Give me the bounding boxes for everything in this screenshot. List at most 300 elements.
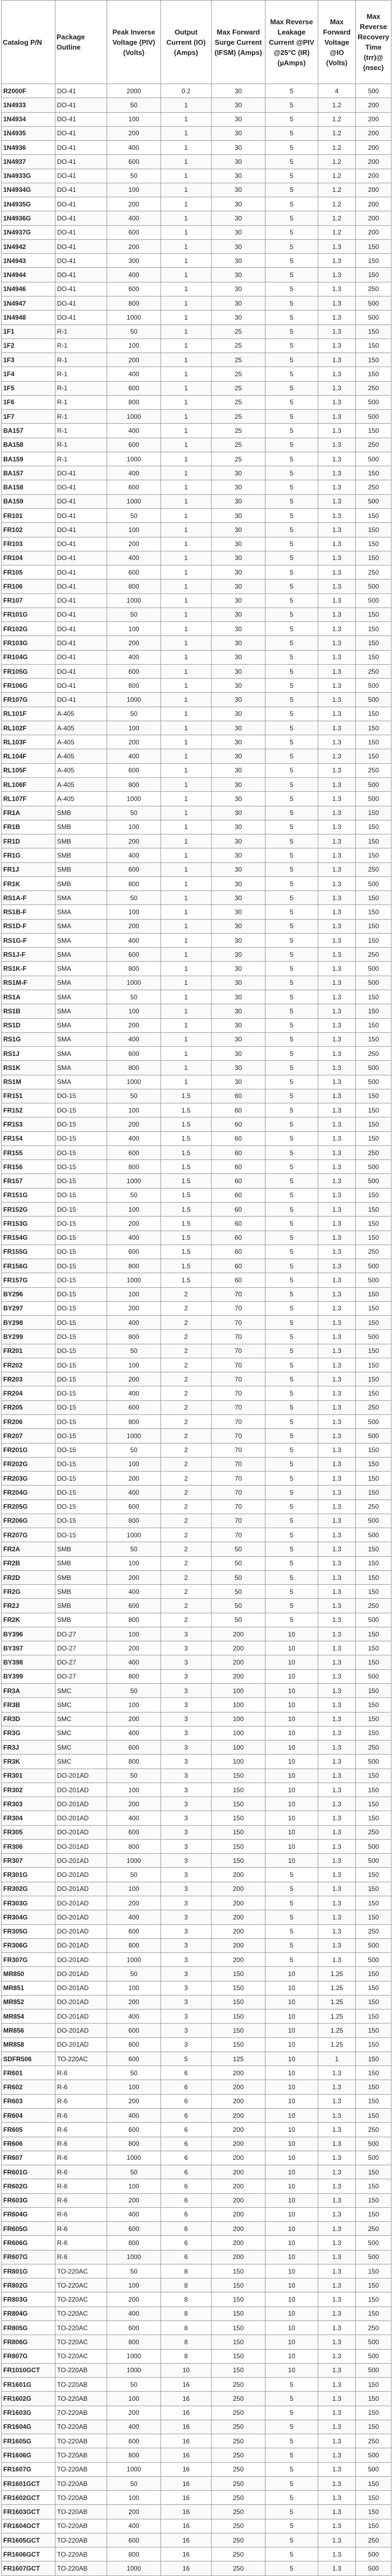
catalog-pn-cell: FR207G (2, 1528, 55, 1542)
output-current-cell: 1 (161, 551, 212, 565)
piv-cell: 50 (107, 1684, 161, 1698)
package-outline-cell: R-6 (55, 2222, 107, 2236)
piv-cell: 50 (107, 1769, 161, 1783)
recovery-time-cell: 500 (356, 395, 391, 409)
catalog-pn-cell: FR304 (2, 1811, 55, 1825)
catalog-pn-cell: FR106G (2, 679, 55, 693)
forward-voltage-cell: 1.3 (318, 2264, 356, 2278)
piv-cell: 100 (107, 2080, 161, 2094)
forward-voltage-cell: 1.3 (318, 1514, 356, 1528)
surge-current-cell: 250 (212, 2378, 265, 2392)
table-row (2, 1217, 391, 1231)
package-outline-cell: R-6 (55, 2165, 107, 2179)
recovery-time-cell: 150 (356, 239, 391, 253)
catalog-pn-cell: FR152 (2, 1103, 55, 1117)
leakage-current-cell: 5 (265, 1585, 318, 1599)
table-row (2, 1811, 391, 1825)
leakage-current-cell: 5 (265, 2533, 318, 2547)
recovery-time-cell: 200 (356, 183, 391, 197)
recovery-time-cell: 500 (356, 1755, 391, 1769)
leakage-current-cell: 5 (265, 1316, 318, 1330)
piv-cell: 100 (107, 820, 161, 834)
leakage-current-cell: 5 (265, 792, 318, 806)
package-outline-cell: R-1 (55, 424, 107, 438)
package-outline-cell: TO-220AC (55, 2052, 107, 2066)
package-outline-cell: DO-41 (55, 579, 107, 593)
recovery-time-cell: 150 (356, 1896, 391, 1910)
piv-cell: 200 (107, 126, 161, 140)
leakage-current-cell: 5 (265, 848, 318, 862)
output-current-cell: 6 (161, 2137, 212, 2151)
leakage-current-cell: 10 (265, 2179, 318, 2193)
catalog-pn-cell: RS1M (2, 1075, 55, 1089)
piv-cell: 50 (107, 1868, 161, 1882)
forward-voltage-cell: 1.3 (318, 2306, 356, 2321)
recovery-time-cell: 150 (356, 2193, 391, 2207)
catalog-pn-cell: FR801G (2, 2264, 55, 2278)
table-row (2, 948, 391, 962)
piv-cell: 100 (107, 183, 161, 197)
catalog-pn-cell: FR151G (2, 1188, 55, 1202)
output-current-cell: 1 (161, 876, 212, 890)
recovery-time-cell: 500 (356, 1854, 391, 1868)
package-outline-cell: DO-201AD (55, 1938, 107, 1952)
piv-cell: 600 (107, 2434, 161, 2448)
table-row (2, 1386, 391, 1400)
surge-current-cell: 60 (212, 1273, 265, 1287)
output-current-cell: 1 (161, 537, 212, 551)
catalog-pn-cell: FR1605GCT (2, 2533, 55, 2547)
recovery-time-cell: 250 (356, 948, 391, 962)
output-current-cell: 8 (161, 2349, 212, 2363)
output-current-cell: 1 (161, 126, 212, 140)
surge-current-cell: 100 (212, 1712, 265, 1726)
leakage-current-cell: 10 (265, 1797, 318, 1811)
catalog-pn-cell: FR802G (2, 2278, 55, 2292)
table-row (2, 1741, 391, 1755)
package-outline-cell: DO-201AD (55, 1995, 107, 2009)
table-row (2, 1103, 391, 1117)
catalog-pn-cell: FR1604G (2, 2420, 55, 2434)
leakage-current-cell: 5 (265, 424, 318, 438)
forward-voltage-cell: 1.25 (318, 2023, 356, 2038)
surge-current-cell: 50 (212, 1542, 265, 1556)
table-row (2, 1528, 391, 1542)
table-row (2, 2434, 391, 2448)
output-current-cell: 1 (161, 1032, 212, 1046)
forward-voltage-cell: 1.3 (318, 1061, 356, 1075)
surge-current-cell: 70 (212, 1330, 265, 1344)
catalog-pn-cell: FR201G (2, 1443, 55, 1457)
surge-current-cell: 30 (212, 169, 265, 183)
output-current-cell: 2 (161, 1372, 212, 1386)
package-outline-cell: SMB (55, 1585, 107, 1599)
recovery-time-cell: 150 (356, 2292, 391, 2306)
package-outline-cell: DO-15 (55, 1457, 107, 1471)
leakage-current-cell: 5 (265, 1202, 318, 1216)
leakage-current-cell: 5 (265, 2491, 318, 2505)
output-current-cell: 2 (161, 1585, 212, 1599)
leakage-current-cell: 5 (265, 1032, 318, 1046)
leakage-current-cell: 10 (265, 2278, 318, 2292)
recovery-time-cell: 500 (356, 1514, 391, 1528)
surge-current-cell: 60 (212, 1217, 265, 1231)
output-current-cell: 1 (161, 933, 212, 947)
recovery-time-cell: 200 (356, 169, 391, 183)
table-row (2, 1698, 391, 1712)
forward-voltage-cell: 1.3 (318, 2349, 356, 2363)
recovery-time-cell: 500 (356, 1613, 391, 1627)
recovery-time-cell: 150 (356, 1769, 391, 1783)
recovery-time-cell: 500 (356, 296, 391, 310)
package-outline-cell: DO-41 (55, 508, 107, 522)
table-row (2, 1712, 391, 1726)
table-row (2, 1188, 391, 1202)
output-current-cell: 3 (161, 1953, 212, 1967)
output-current-cell: 1 (161, 1075, 212, 1089)
output-current-cell: 1 (161, 141, 212, 155)
package-outline-cell: R-1 (55, 395, 107, 409)
package-outline-cell: SMC (55, 1741, 107, 1755)
leakage-current-cell: 10 (265, 2038, 318, 2052)
table-row (2, 1117, 391, 1131)
table-row (2, 2052, 391, 2066)
catalog-pn-cell: FR3G (2, 1726, 55, 1740)
forward-voltage-cell: 1.3 (318, 1472, 356, 1486)
forward-voltage-cell: 1.3 (318, 1174, 356, 1188)
surge-current-cell: 30 (212, 622, 265, 636)
table-row (2, 636, 391, 650)
package-outline-cell: SMA (55, 933, 107, 947)
package-outline-cell: A-405 (55, 763, 107, 777)
table-row (2, 1061, 391, 1075)
package-outline-cell: DO-41 (55, 112, 107, 126)
table-row (2, 1910, 391, 1924)
recovery-time-cell: 150 (356, 2108, 391, 2122)
forward-voltage-cell: 1.3 (318, 2222, 356, 2236)
forward-voltage-cell: 1.3 (318, 1726, 356, 1740)
piv-cell: 1000 (107, 1854, 161, 1868)
table-row (2, 452, 391, 466)
surge-current-cell: 150 (212, 2038, 265, 2052)
recovery-time-cell: 150 (356, 1556, 391, 1570)
recovery-time-cell: 250 (356, 763, 391, 777)
surge-current-cell: 30 (212, 565, 265, 579)
table-row (2, 1655, 391, 1669)
output-current-cell: 1 (161, 523, 212, 537)
surge-current-cell: 70 (212, 1358, 265, 1372)
piv-cell: 50 (107, 98, 161, 112)
forward-voltage-cell: 1.2 (318, 183, 356, 197)
table-row (2, 990, 391, 1004)
header-package-outline: Package Outline (55, 1, 107, 84)
catalog-pn-cell: 1N4946 (2, 282, 55, 296)
recovery-time-cell: 250 (356, 1047, 391, 1061)
package-outline-cell: DO-15 (55, 1486, 107, 1500)
table-row (2, 324, 391, 339)
output-current-cell: 2 (161, 1542, 212, 1556)
leakage-current-cell: 5 (265, 2561, 318, 2575)
surge-current-cell: 200 (212, 2165, 265, 2179)
piv-cell: 1000 (107, 593, 161, 607)
output-current-cell: 8 (161, 2264, 212, 2278)
leakage-current-cell: 10 (265, 2094, 318, 2108)
recovery-time-cell: 250 (356, 2222, 391, 2236)
surge-current-cell: 30 (212, 1018, 265, 1032)
recovery-time-cell: 500 (356, 2349, 391, 2363)
catalog-pn-cell: RS1G (2, 1032, 55, 1046)
recovery-time-cell: 500 (356, 679, 391, 693)
table-row (2, 466, 391, 480)
forward-voltage-cell: 1.3 (318, 1854, 356, 1868)
surge-current-cell: 200 (212, 1655, 265, 1669)
output-current-cell: 2 (161, 1429, 212, 1443)
output-current-cell: 1.5 (161, 1103, 212, 1117)
package-outline-cell: R-1 (55, 367, 107, 381)
piv-cell: 200 (107, 1301, 161, 1315)
table-row (2, 749, 391, 763)
output-current-cell: 1 (161, 848, 212, 862)
piv-cell: 100 (107, 1457, 161, 1471)
surge-current-cell: 250 (212, 2547, 265, 2561)
recovery-time-cell: 250 (356, 2533, 391, 2547)
package-outline-cell: DO-201AD (55, 1882, 107, 1896)
forward-voltage-cell: 1.3 (318, 1542, 356, 1556)
table-row (2, 1414, 391, 1428)
piv-cell: 1000 (107, 2462, 161, 2476)
forward-voltage-cell: 1.3 (318, 1400, 356, 1414)
forward-voltage-cell: 1.3 (318, 1924, 356, 1938)
forward-voltage-cell: 1.3 (318, 721, 356, 735)
output-current-cell: 2 (161, 1528, 212, 1542)
recovery-time-cell: 200 (356, 126, 391, 140)
recovery-time-cell: 150 (356, 551, 391, 565)
forward-voltage-cell: 1.3 (318, 1769, 356, 1783)
table-row (2, 1004, 391, 1018)
catalog-pn-cell: FR3K (2, 1755, 55, 1769)
output-current-cell: 1 (161, 424, 212, 438)
piv-cell: 1000 (107, 494, 161, 508)
recovery-time-cell: 200 (356, 225, 391, 239)
header-max-reverse-recovery-time: Max Reverse Recovery Time (trr)@ (nsec) (356, 1, 391, 84)
surge-current-cell: 50 (212, 1599, 265, 1613)
rectifier-catalog-table (1, 0, 391, 2576)
piv-cell: 1000 (107, 2151, 161, 2165)
catalog-pn-cell: MR852 (2, 1995, 55, 2009)
package-outline-cell: DO-15 (55, 1202, 107, 1216)
recovery-time-cell: 150 (356, 622, 391, 636)
leakage-current-cell: 5 (265, 721, 318, 735)
forward-voltage-cell: 1.2 (318, 225, 356, 239)
piv-cell: 100 (107, 2278, 161, 2292)
table-row (2, 1429, 391, 1443)
table-row (2, 2207, 391, 2221)
surge-current-cell: 25 (212, 339, 265, 353)
recovery-time-cell: 150 (356, 1443, 391, 1457)
package-outline-cell: DO-41 (55, 693, 107, 707)
table-row (2, 1131, 391, 1145)
recovery-time-cell: 150 (356, 650, 391, 664)
package-outline-cell: SMA (55, 905, 107, 919)
recovery-time-cell: 150 (356, 1585, 391, 1599)
forward-voltage-cell: 1.3 (318, 778, 356, 792)
surge-current-cell: 250 (212, 2462, 265, 2476)
package-outline-cell: TO-220AB (55, 2392, 107, 2406)
package-outline-cell: R-6 (55, 2179, 107, 2193)
table-row (2, 593, 391, 607)
package-outline-cell: DO-41 (55, 169, 107, 183)
surge-current-cell: 30 (212, 480, 265, 494)
forward-voltage-cell: 1.3 (318, 650, 356, 664)
catalog-pn-cell: FR807G (2, 2349, 55, 2363)
surge-current-cell: 30 (212, 820, 265, 834)
table-row (2, 1202, 391, 1216)
recovery-time-cell: 250 (356, 565, 391, 579)
package-outline-cell: TO-220AB (55, 2519, 107, 2533)
package-outline-cell: SMA (55, 891, 107, 905)
table-row (2, 2406, 391, 2420)
table-row (2, 2278, 391, 2292)
table-row (2, 1344, 391, 1358)
output-current-cell: 16 (161, 2462, 212, 2476)
catalog-pn-cell: FR803G (2, 2292, 55, 2306)
piv-cell: 200 (107, 1117, 161, 1131)
catalog-pn-cell: FR805G (2, 2321, 55, 2335)
package-outline-cell: DO-41 (55, 537, 107, 551)
package-outline-cell: DO-15 (55, 1358, 107, 1372)
table-row (2, 1924, 391, 1938)
surge-current-cell: 30 (212, 1004, 265, 1018)
table-row (2, 1599, 391, 1613)
surge-current-cell: 30 (212, 523, 265, 537)
table-row (2, 834, 391, 848)
forward-voltage-cell: 1.3 (318, 282, 356, 296)
table-row (2, 1769, 391, 1783)
leakage-current-cell: 5 (265, 1910, 318, 1924)
output-current-cell: 2 (161, 1316, 212, 1330)
piv-cell: 600 (107, 2023, 161, 2038)
table-row (2, 1089, 391, 1103)
package-outline-cell: DO-41 (55, 197, 107, 211)
output-current-cell: 1 (161, 183, 212, 197)
piv-cell: 800 (107, 1669, 161, 1683)
leakage-current-cell: 5 (265, 976, 318, 990)
piv-cell: 600 (107, 2321, 161, 2335)
table-header (2, 1, 391, 84)
piv-cell: 100 (107, 523, 161, 537)
package-outline-cell: DO-15 (55, 1443, 107, 1457)
table-row (2, 225, 391, 239)
catalog-pn-cell: FR202G (2, 1457, 55, 1471)
leakage-current-cell: 5 (265, 1953, 318, 1967)
piv-cell: 800 (107, 2335, 161, 2349)
catalog-pn-cell: FR2A (2, 1542, 55, 1556)
package-outline-cell: DO-41 (55, 494, 107, 508)
recovery-time-cell: 150 (356, 919, 391, 933)
package-outline-cell: R-1 (55, 324, 107, 339)
surge-current-cell: 250 (212, 2448, 265, 2462)
catalog-pn-cell: FR154 (2, 1131, 55, 1145)
package-outline-cell: TO-220AC (55, 2306, 107, 2321)
output-current-cell: 1 (161, 962, 212, 976)
leakage-current-cell: 10 (265, 2193, 318, 2207)
recovery-time-cell: 250 (356, 1741, 391, 1755)
output-current-cell: 1 (161, 763, 212, 777)
piv-cell: 400 (107, 211, 161, 225)
package-outline-cell: SMC (55, 1684, 107, 1698)
catalog-pn-cell: FR1607GCT (2, 2561, 55, 2575)
recovery-time-cell: 150 (356, 2052, 391, 2066)
forward-voltage-cell: 1.3 (318, 1372, 356, 1386)
forward-voltage-cell: 1.3 (318, 1528, 356, 1542)
output-current-cell: 3 (161, 1712, 212, 1726)
catalog-pn-cell: FR3A (2, 1684, 55, 1698)
catalog-pn-cell: BY299 (2, 1330, 55, 1344)
table-row (2, 551, 391, 565)
catalog-pn-cell: RS1D-F (2, 919, 55, 933)
recovery-time-cell: 150 (356, 523, 391, 537)
output-current-cell: 16 (161, 2378, 212, 2392)
catalog-pn-cell: FR1602GCT (2, 2491, 55, 2505)
output-current-cell: 2 (161, 1443, 212, 1457)
catalog-pn-cell: FR153G (2, 1217, 55, 1231)
catalog-pn-cell: FR604 (2, 2108, 55, 2122)
forward-voltage-cell: 1.3 (318, 1287, 356, 1301)
catalog-pn-cell: FR101G (2, 607, 55, 621)
leakage-current-cell: 5 (265, 2434, 318, 2448)
surge-current-cell: 30 (212, 933, 265, 947)
piv-cell: 200 (107, 1896, 161, 1910)
leakage-current-cell: 5 (265, 749, 318, 763)
surge-current-cell: 25 (212, 324, 265, 339)
leakage-current-cell: 5 (265, 1358, 318, 1372)
piv-cell: 400 (107, 1811, 161, 1825)
output-current-cell: 3 (161, 1811, 212, 1825)
surge-current-cell: 50 (212, 1613, 265, 1627)
piv-cell: 400 (107, 1386, 161, 1400)
package-outline-cell: DO-41 (55, 84, 107, 98)
table-row (2, 353, 391, 367)
surge-current-cell: 150 (212, 1839, 265, 1853)
table-row (2, 2080, 391, 2094)
output-current-cell: 1 (161, 579, 212, 593)
surge-current-cell: 70 (212, 1372, 265, 1386)
recovery-time-cell: 500 (356, 1160, 391, 1174)
leakage-current-cell: 10 (265, 2363, 318, 2377)
forward-voltage-cell: 1.3 (318, 1131, 356, 1145)
surge-current-cell: 30 (212, 155, 265, 169)
forward-voltage-cell: 1.3 (318, 1145, 356, 1159)
recovery-time-cell: 250 (356, 1924, 391, 1938)
leakage-current-cell: 5 (265, 339, 318, 353)
recovery-time-cell: 150 (356, 2094, 391, 2108)
piv-cell: 600 (107, 948, 161, 962)
catalog-pn-cell: 1N4943 (2, 254, 55, 268)
table-row (2, 2533, 391, 2547)
forward-voltage-cell: 1.3 (318, 2547, 356, 2561)
package-outline-cell: DO-201AD (55, 1967, 107, 1981)
leakage-current-cell: 5 (265, 1924, 318, 1938)
piv-cell: 400 (107, 367, 161, 381)
forward-voltage-cell: 1 (318, 2052, 356, 2066)
forward-voltage-cell: 1.3 (318, 1896, 356, 1910)
piv-cell: 800 (107, 679, 161, 693)
forward-voltage-cell: 1.3 (318, 1655, 356, 1669)
leakage-current-cell: 5 (265, 2448, 318, 2462)
surge-current-cell: 30 (212, 876, 265, 890)
catalog-pn-cell: RS1B-F (2, 905, 55, 919)
forward-voltage-cell: 1.3 (318, 933, 356, 947)
